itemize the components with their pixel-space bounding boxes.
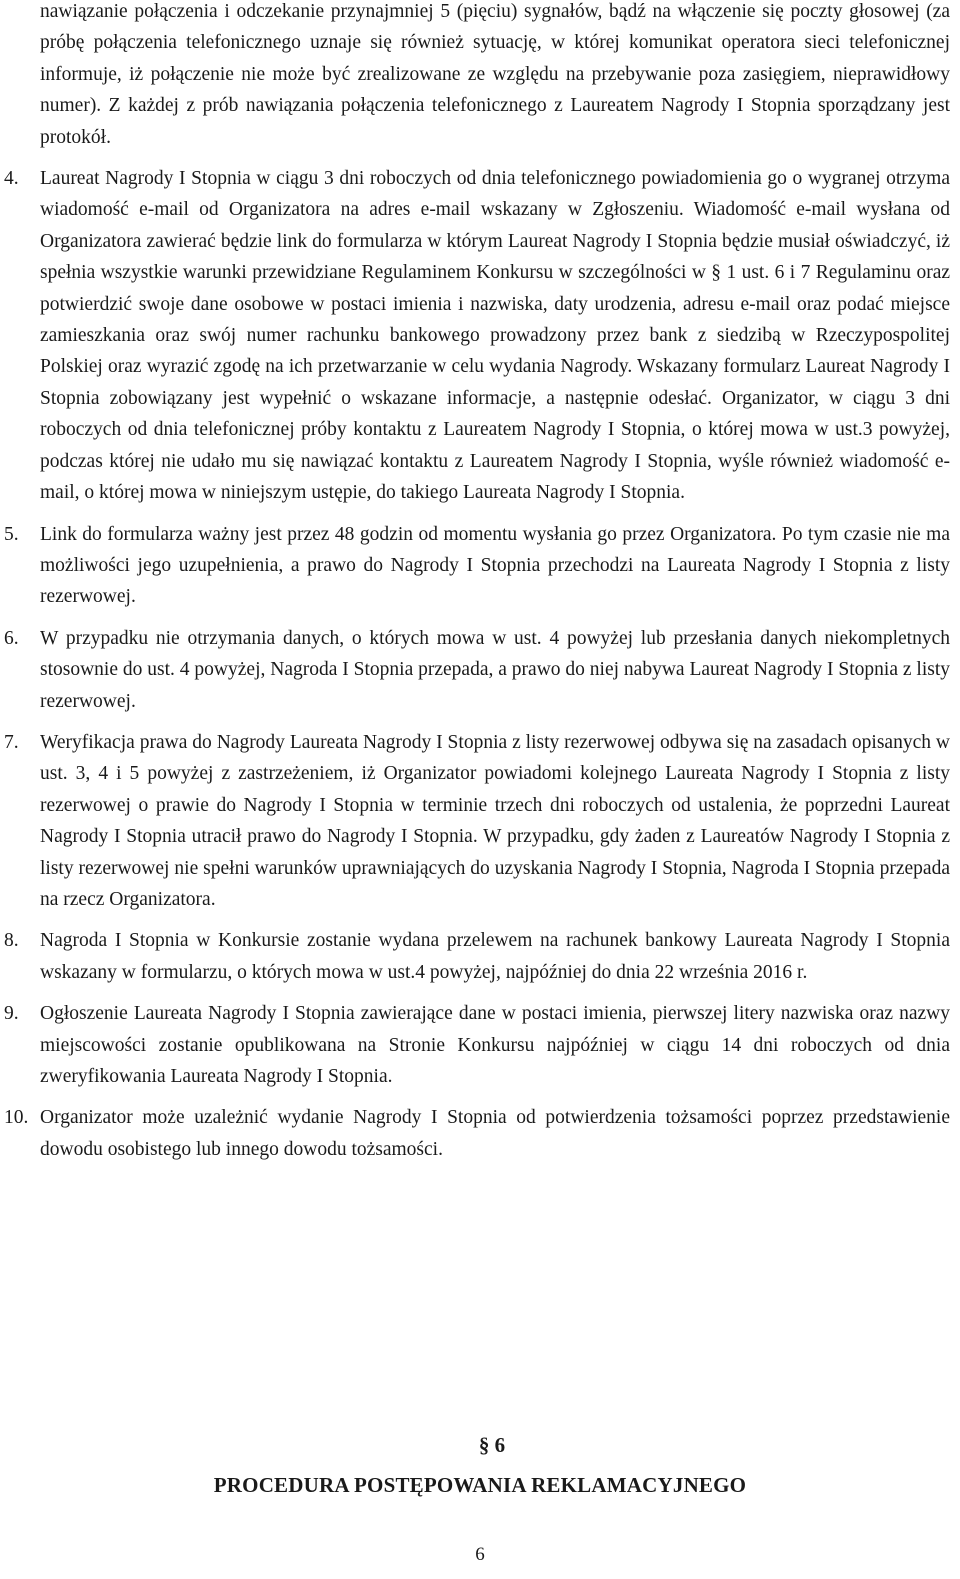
item-number: 5.	[4, 523, 19, 545]
list-item	[4, 925, 950, 988]
section-title: PROCEDURA POSTĘPOWANIA REKLAMACYJNEGO	[213, 1473, 747, 1497]
item-number: 7.	[4, 731, 19, 753]
item-text: Nagroda I Stopnia w Konkursie zostanie wydana przelewem na rachunek bankowy Laureata Nagrody I Stopnia wskazany w formularzu, o których mowa w ust.4 powyżej, najpóźniej do dnia 22 września 2016 r.	[40, 930, 950, 983]
item-text: Ogłoszenie Laureata Nagrody I Stopnia zawierające dane w postaci imienia, pierwszej litery nazwiska oraz nazwy miejscowości zostanie opublikowana na Stronie Konkursu najpóźniej w ciągu 14 dni roboczych od dnia zweryfikowania Laureata Nagrody I Stopnia.	[40, 1003, 950, 1087]
list-item	[4, 623, 950, 717]
page-number: 6	[475, 1544, 485, 1565]
item-number: 4.	[4, 168, 19, 190]
item-number: 9.	[4, 1003, 19, 1025]
list-item	[4, 163, 950, 508]
section-sign: § 6	[478, 1433, 506, 1457]
list-item	[4, 519, 950, 613]
list-item	[4, 1102, 950, 1165]
item-text: Weryfikacja prawa do Nagrody Laureata Nagrody I Stopnia z listy rezerwowej odbywa się na zasadach opisanych w ust. 3, 4 i 5 powyżej z zastrzeżeniem, iż Organizator powiadomi kolejnego Laureata Nagrody I Stopnia z listy rezerwowej o prawie do Nagrody I Stopnia w terminie trzech dni roboczych od ustalenia, że poprzedni Laureat Nagrody I Stopnia utracił prawo do Nagrody I Stopnia. W przypadku, gdy żaden z Laureatów Nagrody I Stopnia z listy rezerwowej nie spełni warunków uprawniających do uzyskania Nagrody I Stopnia, Nagroda I Stopnia przepada na rzecz Organizatora.	[40, 731, 950, 910]
item-text: W przypadku nie otrzymania danych, o których mowa w ust. 4 powyżej lub przesłania danych niekompletnych stosownie do ust. 4 powyżej, Nagroda I Stopnia przepada, a prawo do niej nabywa Laureat Nagrody I Stopnia z listy rezerwowej.	[40, 627, 950, 712]
continuation-paragraph: nawiązanie połączenia i odczekanie przynajmniej 5 (pięciu) sygnałów, bądź na włączenie się poczty głosowej (za próbę połączenia telefonicznego uznaje się również sytuację, w której komunikat operatora sieci telefonicznej informuje, iż połączenie nie może być zrealizowane ze względu na przebywanie poza zasięgiem, nieprawidłowy numer). Z każdej z prób nawiązania połączenia telefonicznego z Laureatem Nagrody I Stopnia sporządzany jest protokół.	[40, 1, 950, 148]
list-item	[4, 998, 950, 1092]
item-text: Organizator może uzależnić wydanie Nagrody I Stopnia od potwierdzenia tożsamości poprzez przedstawienie dowodu osobistego lub innego dowodu tożsamości.	[40, 1107, 950, 1160]
item-number: 8.	[4, 930, 19, 952]
list-item	[4, 727, 950, 915]
item-number: 6.	[4, 627, 19, 649]
document-body	[4, 0, 950, 1165]
item-text: Link do formularza ważny jest przez 48 godzin od momentu wysłania go przez Organizatora. Po tym czasie nie ma możliwości jego uzupełnienia, a prawo do Nagrody I Stopnia przechodzi na Laureata Nagrody I Stopnia z listy rezerwowej.	[40, 523, 950, 608]
item-number: 10.	[4, 1107, 29, 1129]
item-text: Laureat Nagrody I Stopnia w ciągu 3 dni roboczych od dnia telefonicznego powiadomienia go o wygranej otrzyma wiadomość e-mail od Organizatora na adres e-mail wskazany w Zgłoszeniu. Wiadomość e-mail wysłana od Organizatora zawierać będzie link do formularza w którym Laureat Nagrody I Stopnia będzie musiał oświadczyć, iż spełnia wszystkie warunki przewidziane Regulaminem Konkursu w szczególności w § 1 ust. 6 i 7 Regulaminu oraz potwierdzić swoje dane osobowe w postaci imienia i nazwiska, daty urodzenia, adresu e-mail oraz podać miejsce zamieszkania oraz swój numer rachunku bankowego prowadzony przez bank z siedzibą w Rzeczypospolitej Polskiej oraz wyrazić zgodę na ich przetwarzanie w celu wydania Nagrody. Wskazany formularz Laureat Nagrody I Stopnia zobowiązany jest wypełnić o wskazane informacje, a następnie odesłać. Organizator, w ciągu 3 dni roboczych od dnia telefonicznej próby kontaktu z Laureatem Nagrody I Stopnia, o której mowa w ust.3 powyżej, podczas której nie udało mu się nawiązać kontaktu z Laureatem Nagrody I Stopnia, wyśle również wiadomość e-mail, o której mowa w niniejszym ustępie, do takiego Laureata Nagrody I Stopnia.	[40, 168, 950, 504]
